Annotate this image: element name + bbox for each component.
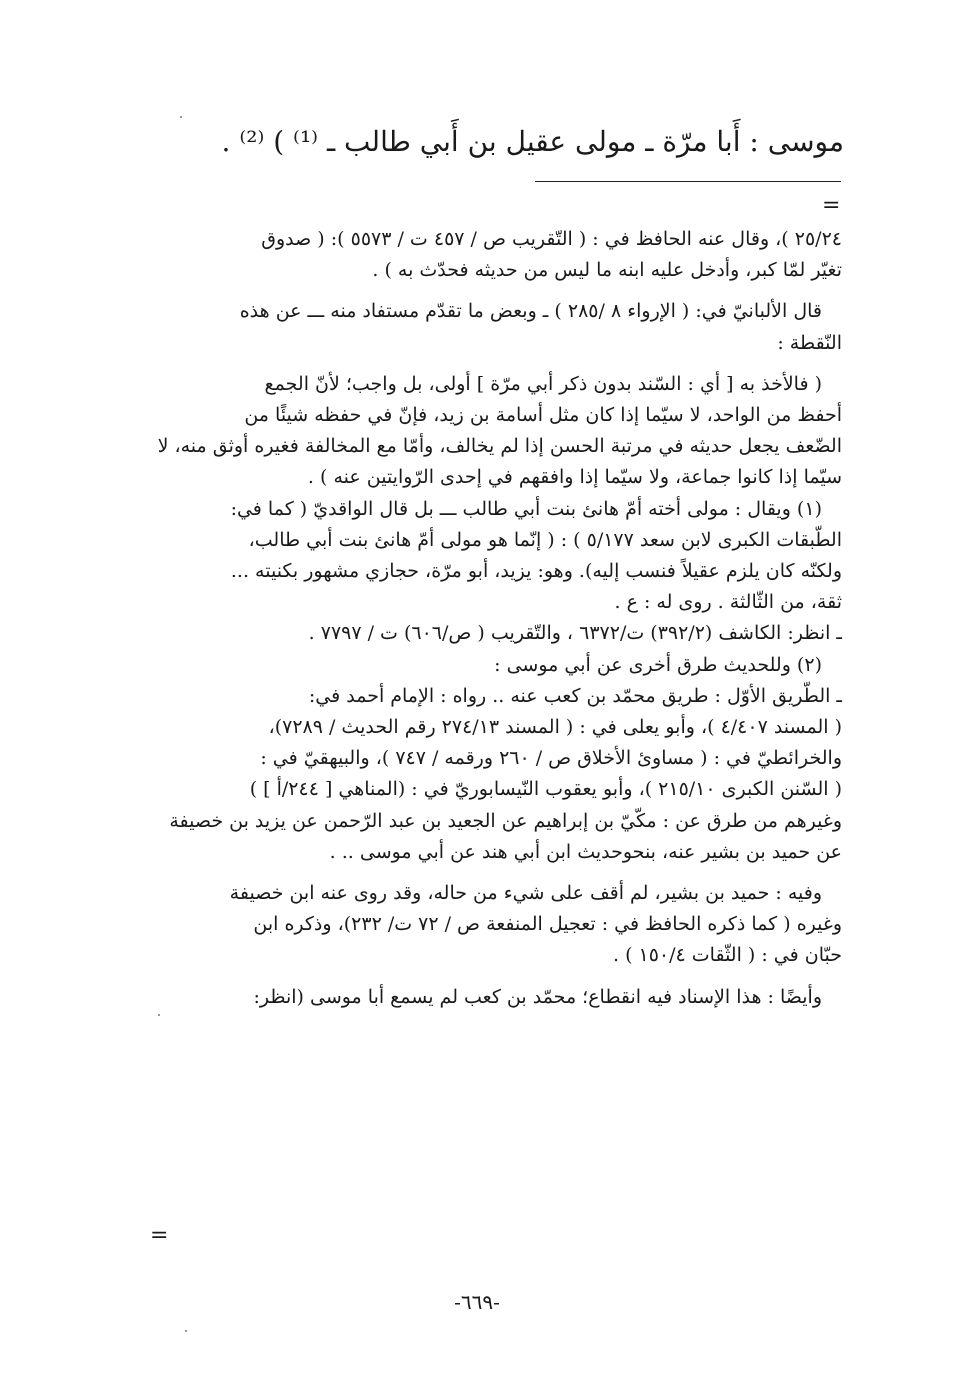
footnote-line: ٢٥/٢٤ )، وقال عنه الحافظ في : ( التّقريب ص / ٤٥٧ ت / ٥٥٧٣ ): ( صدوق xyxy=(261,228,842,250)
footnote-1-line: ثقة، من الثّالثة . روى له : ع . xyxy=(614,591,842,614)
footnote-2-line: حبّان في : ( الثّقات ١٥٠/٤ ) . xyxy=(612,944,842,967)
footnote-separator xyxy=(535,181,841,182)
footnote-2-line: وغيره ( كما ذكره الحافظ في : تعجيل المنفعة ص / ٧٢ ت/ ٢٣٢)، وذكره ابن xyxy=(253,913,842,936)
footnote-2-line: وأيضًا : هذا الإسناد فيه انقطاع؛ محمّد بن كعب لم يسمع أبا موسى (انظر: xyxy=(253,985,822,1008)
quote-line: الضّعف يجعل حديثه في مرتبة الحسن إذا لم يخالف، وأمّا مع المخالفة فغيره أوثق منه، لا xyxy=(157,435,842,458)
footnote-2-line: ( المسند ٤/٤٠٧ )، وأبو يعلى في : ( المسند ٢٧٤/١٣ رقم الحديث / ٧٢٨٩)، xyxy=(268,716,842,739)
continuation-mark-top: = xyxy=(822,193,841,218)
footnote-2-line: وفيه : حميد بن بشير، لم أقف على شيء من حاله، وقد روى عنه ابن خصيفة xyxy=(229,882,822,905)
scan-speck xyxy=(158,1014,160,1016)
footnote-2-line: عن حميد بن بشير عنه، بنحوحديث ابن أبي هند عن أبي موسى .. . xyxy=(329,840,842,863)
quote-line: أحفظ من الواحد، لا سيّما إذا كان مثل أسامة بن زيد، فإنّ في حفظه شيئًا من xyxy=(244,404,842,427)
page-number: -٦٦٩- xyxy=(454,1290,500,1314)
footnote-2-line: ( السّنن الكبرى ٢١٥/١٠ )، وأبو يعقوب النّيسابوريّ في : (المناهي [ ٢٤٤/أ ] ) xyxy=(249,778,842,801)
footnotes-block xyxy=(137,224,842,1013)
footnote-line: النّقطة : xyxy=(777,331,842,354)
footnote-2-line: وغيرهم من طرق عن : مكّيّ بن إبراهيم عن الجعيد بن عبد الرّحمن عن يزيد بن خصيفة xyxy=(169,809,842,832)
quote-line: ( فالأخذ به [ أي : السّند بدون ذكر أبي مرّة ] أولى، بل واجب؛ لأنّ الجمع xyxy=(264,372,822,395)
footnote-1-line: (١) ويقال : مولى أخته أمّ هانئ بنت أبي طالب ـــ بل قال الواقديّ ( كما في: xyxy=(230,497,822,520)
footnote-line: تغيّر لمّا كبر، وأدخل عليه ابنه ما ليس من حديثه فحدّث به ) . xyxy=(372,259,842,282)
footnote-line: قال الألبانيّ في: ( الإرواء ٨ /٢٨٥ ) ـ وبعض ما تقدّم مستفاد منه ـــ عن هذه xyxy=(239,300,822,323)
scan-speck xyxy=(180,116,182,118)
continuation-mark-bottom: = xyxy=(150,1223,169,1248)
footnote-2-line: ـ الطّريق الأوّل : طريق محمّد بن كعب عنه .. رواه : الإمام أحمد في: xyxy=(308,684,842,707)
footnote-2-line: والخرائطيّ في : ( مساوئ الأخلاق ص / ٢٦٠ ورقمه / ٧٤٧ )، والبيهقيّ في : xyxy=(260,747,842,770)
footnote-1-line: ـ انظر: الكاشف (٣٩٢/٢) ت/٦٣٧٢ ، والتّقريب ( ص/٦٠٦) ت / ٧٧٩٧ . xyxy=(308,622,842,645)
scan-speck xyxy=(185,1330,187,1332)
footnote-1-line: الطّبقات الكبرى لابن سعد ٥/١٧٧ ) : ( إنّما هو مولى أمّ هانئ بنت أبي طالب، xyxy=(248,528,842,551)
quote-line: سيّما إذا كانوا جماعة، ولا سيّما إذا وافقهم في إحدى الرّوايتين عنه ) . xyxy=(307,466,842,489)
footnote-1-line: ولكنّه كان يلزم عقيلاً فنسب إليه). وهو: يزيد، أبو مرّة، حجازي مشهور بكنيته ... xyxy=(230,560,842,583)
main-text-line: موسى : أَبا مرّة ـ مولى عقيل بن أَبي طالب ـ ⁽¹⁾ ) ⁽²⁾ . xyxy=(221,125,844,158)
footnote-2-line: (٢) وللحديث طرق أخرى عن أبي موسى : xyxy=(494,653,822,676)
